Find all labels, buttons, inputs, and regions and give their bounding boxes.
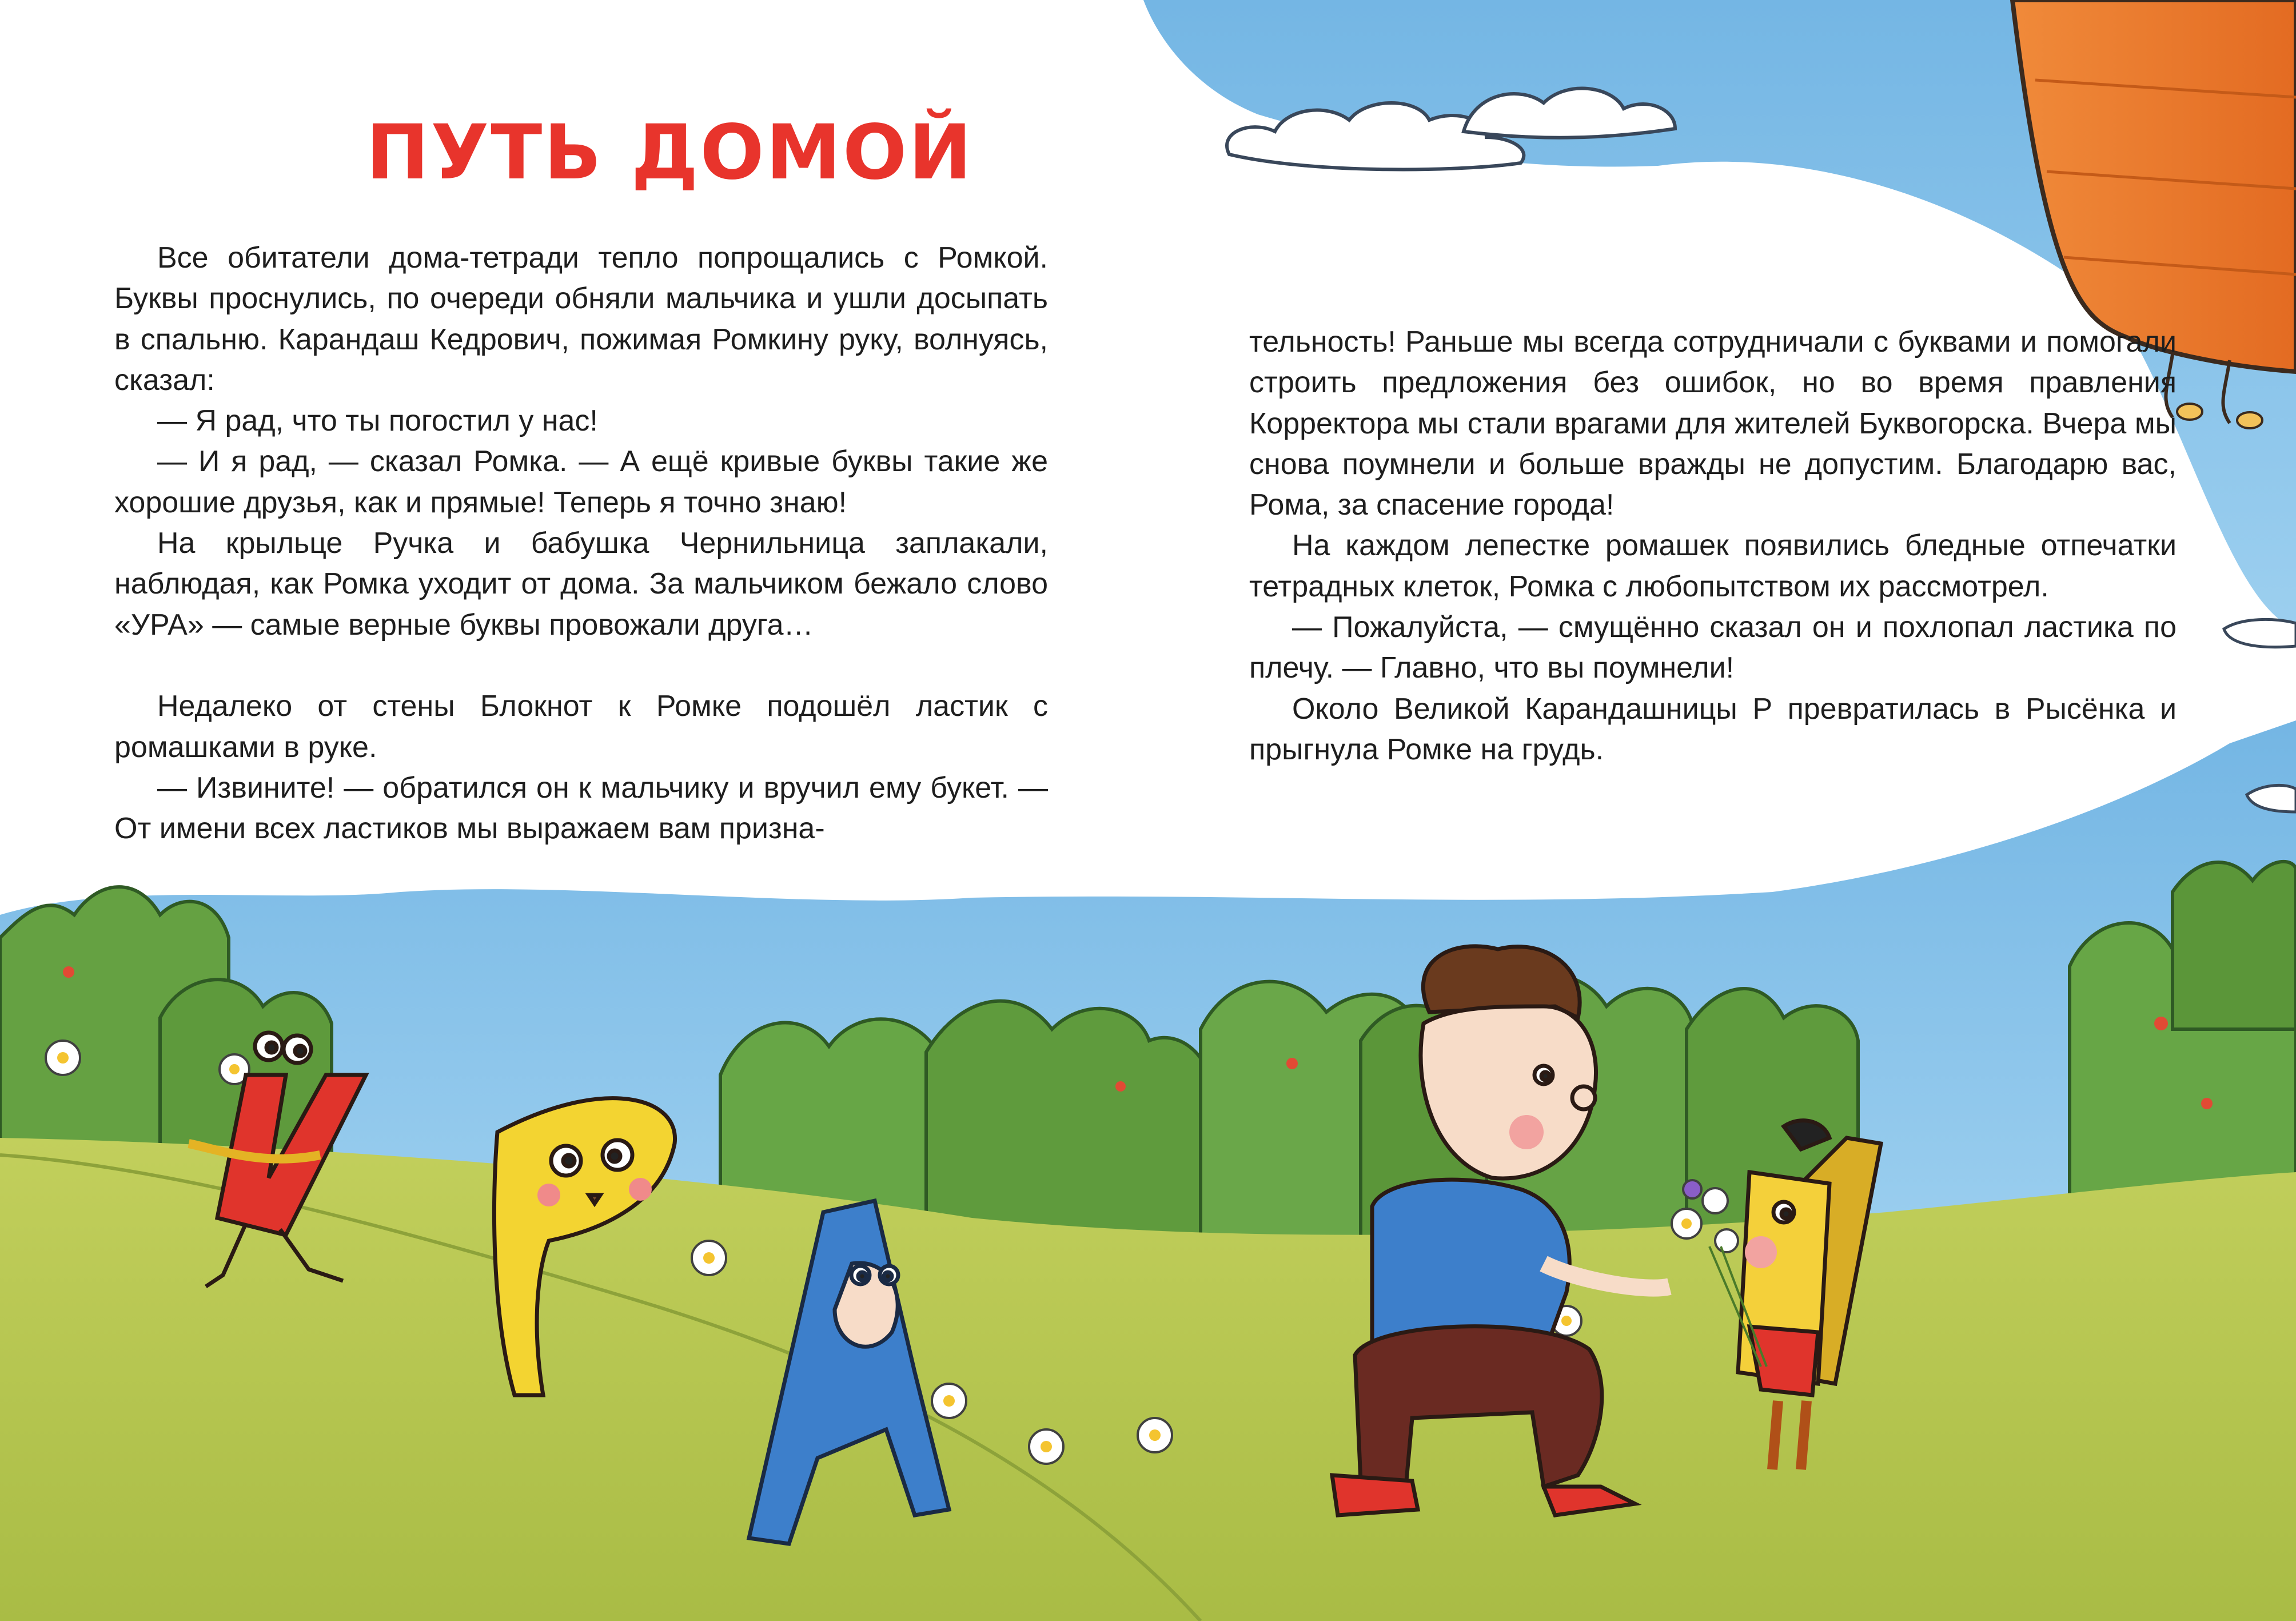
paragraph: — Пожалуйста, — смущённо сказал он и похлопал ластика по плечу. — Главно, что вы поумнели! — [1249, 611, 2177, 685]
paragraph: — Извините! — обратился он к мальчику и вручил ему букет. — От имени всех ластиков мы выражаем вам призна- — [114, 771, 1048, 846]
paragraph: — Я рад, что ты погостил у нас! — [157, 404, 598, 438]
paragraph: Все обитатели дома-тетради тепло попрощались с Ромкой. Буквы проснулись, по очереди обняли мальчика и ушли досыпать в спальню. Карандаш Кедрович, пожимая Ромкину руку, волнуясь, сказал: — [114, 241, 1048, 397]
paragraph-gap — [114, 646, 1048, 686]
paragraph: На каждом лепестке ромашек появились бледные отпечатки тетрадных клеток, Ромка с любопытством их рассмотрел. — [1249, 529, 2177, 603]
right-text-column — [1249, 322, 2177, 770]
left-text-column — [114, 238, 1048, 849]
paragraph: Недалеко от стены Блокнот к Ромке подошёл ластик с ромашками в руке. — [114, 690, 1048, 764]
paragraph: Около Великой Карандашницы Р превратилась в Рысёнка и прыгнула Ромке на грудь. — [1249, 692, 2177, 766]
paragraph: — И я рад, — сказал Ромка. — А ещё кривые буквы такие же хорошие друзья, как и прямые! Теперь я точно знаю! — [114, 445, 1048, 519]
paragraph: На крыльце Ручка и бабушка Чернильница заплакали, наблюдая, как Ромка уходит от дома. За мальчиком бежало слово «УРА» — самые верные буквы провожали друга… — [114, 527, 1048, 642]
paragraph: тельность! Раньше мы всегда сотрудничали с буквами и помогали строить предложения без ошибок, но во время правления Корректора мы стали врагами для жителей Буквогорска. Вчера мы снова поумнели и больше вражды не допустим. Благодарю вас, Рома, за спасение города! — [1249, 325, 2177, 522]
page-title: ПУТЬ ДОМОЙ — [366, 109, 974, 197]
